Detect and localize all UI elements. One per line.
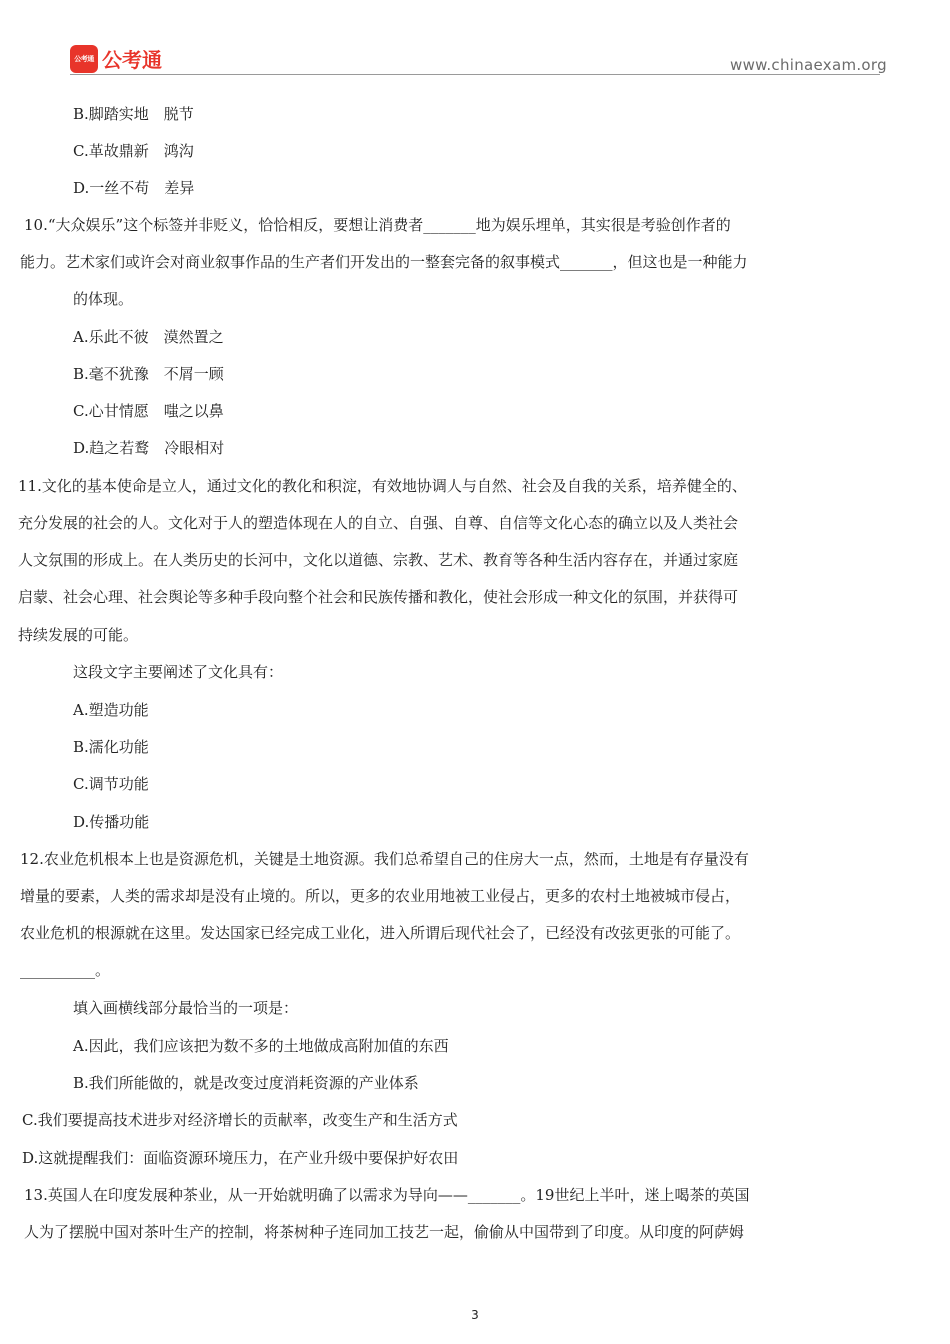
option-line: D.传播功能 [73,813,150,831]
question-line: 11.文化的基本使命是立人，通过文化的教化和积淀，有效地协调人与自然、社会及自我的关系，培养健全的、 [18,477,747,495]
option-line: B.毫不犹豫 不屑一顾 [73,365,224,383]
question-prompt: 这段文字主要阐述了文化具有： [73,663,284,681]
option-line: D.这就提醒我们：面临资源环境压力，在产业升级中要保护好农田 [22,1149,459,1167]
option-line: A.乐此不彼 漠然置之 [73,328,224,346]
logo [70,44,162,73]
question-line: 人为了摆脱中国对茶叶生产的控制，将茶树种子连同加工技艺一起，偷偷从中国带到了印度。从印度的阿萨姆 [24,1223,745,1241]
option-line: A.因此，我们应该把为数不多的土地做成高附加值的东西 [73,1037,449,1055]
question-line: 增量的要素，人类的需求却是没有止境的。所以，更多的农业用地被工业侵占，更多的农村土地被城市侵占， [20,887,741,905]
question-line: 10.“大众娱乐”这个标签并非贬义，恰恰相反，要想让消费者_______地为娱乐埋单，其实很是考验创作者的 [24,216,731,234]
logo-icon: 公考通 [70,45,98,73]
option-line: C.调节功能 [73,775,149,793]
option-line: B.濡化功能 [73,738,149,756]
question-prompt: 填入画横线部分最恰当的一项是： [73,999,299,1017]
question-line: 能力。艺术家们或许会对商业叙事作品的生产者们开发出的一整套完备的叙事模式_______，但这也是一种能力 [20,253,748,271]
blank-line: __________。 [20,961,111,979]
option-line: A.塑造功能 [73,701,149,719]
option-line: C.心甘情愿 嗤之以鼻 [73,402,224,420]
question-line: 农业危机的根源就在这里。发达国家已经完成工业化，进入所谓后现代社会了，已经没有改弦更张的可能了。 [20,924,741,942]
option-line: C.革故鼎新 鸿沟 [73,142,194,160]
option-line: B.我们所能做的，就是改变过度消耗资源的产业体系 [73,1074,419,1092]
option-line: D.趋之若鹜 冷眼相对 [73,439,225,457]
logo-text: 公考通 [102,48,162,72]
site-url: www.chinaexam.org [730,56,887,74]
question-line: 的体现。 [73,290,134,308]
question-line: 人文氛围的形成上。在人类历史的长河中，文化以道德、宗教、艺术、教育等各种生活内容存在，并通过家庭 [18,551,739,569]
option-line: B.脚踏实地 脱节 [73,105,194,123]
question-line: 12.农业危机根本上也是资源危机，关键是土地资源。我们总希望自己的住房大一点，然而，土地是有存量没有 [20,850,749,868]
page-header [0,0,950,100]
option-line: D.一丝不苟 差异 [73,179,195,197]
page-number: 3 [471,1308,479,1322]
question-line: 启蒙、社会心理、社会舆论等多种手段向整个社会和民族传播和教化，使社会形成一种文化的氛围，并获得可 [18,588,739,606]
option-line: C.我们要提高技术进步对经济增长的贡献率，改变生产和生活方式 [22,1111,458,1129]
question-line: 13.英国人在印度发展种茶业，从一开始就明确了以需求为导向——_______。19世纪上半叶，迷上喝茶的英国 [24,1186,750,1204]
question-line: 持续发展的可能。 [18,626,139,644]
question-line: 充分发展的社会的人。文化对于人的塑造体现在人的自立、自强、自尊、自信等文化心态的确立以及人类社会 [18,514,739,532]
header-divider [70,74,880,75]
